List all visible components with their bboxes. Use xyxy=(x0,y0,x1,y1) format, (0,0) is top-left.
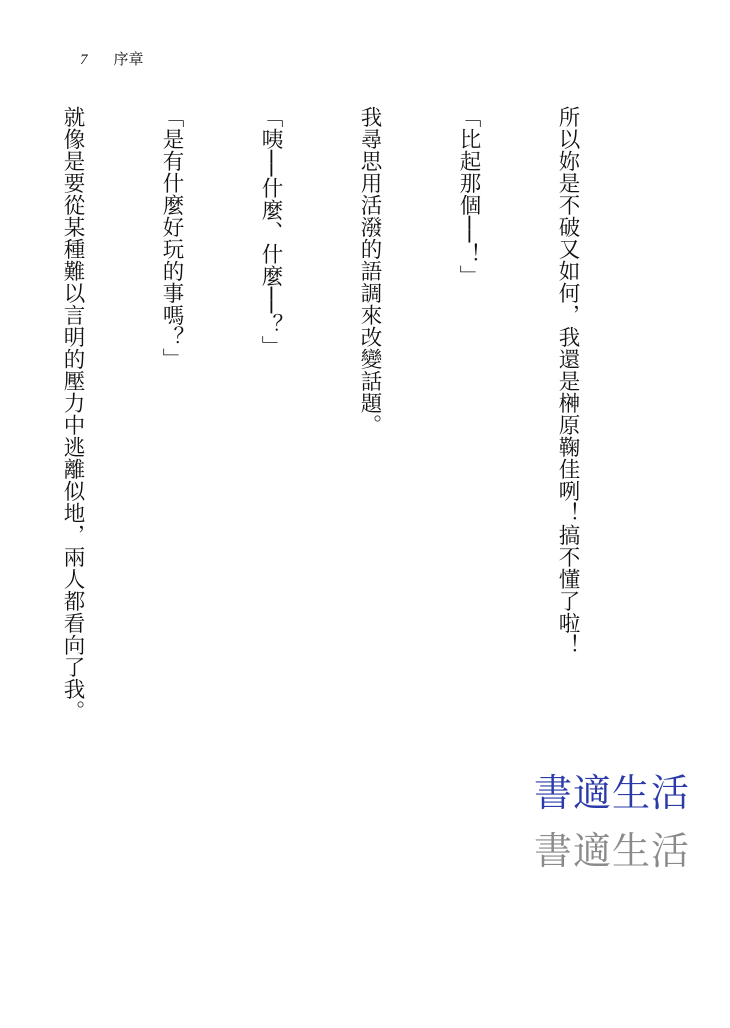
paragraph: 「比起那個──！」 xyxy=(456,106,481,287)
watermark-blue: 書適生活 xyxy=(534,771,691,815)
watermark-gray: 書適生活 xyxy=(534,829,691,873)
page-number: 7 xyxy=(80,52,88,68)
paragraph: 「咦──什麼、什麼──？」 xyxy=(258,106,283,358)
paragraph: 所以妳是不破又如何，我還是榊原鞠佳咧！搞不懂了啦！ xyxy=(555,106,580,656)
paragraph: 我尋思用活潑的語調來改變話題。 xyxy=(357,106,382,436)
chapter-title: 序章 xyxy=(113,50,144,68)
page-header xyxy=(80,48,144,69)
paragraph: 「是有什麼好玩的事嗎？」 xyxy=(159,106,184,370)
paragraph: 就像是要從某種難以言明的壓力中逃離似地，兩人都看向了我。 xyxy=(60,106,85,722)
